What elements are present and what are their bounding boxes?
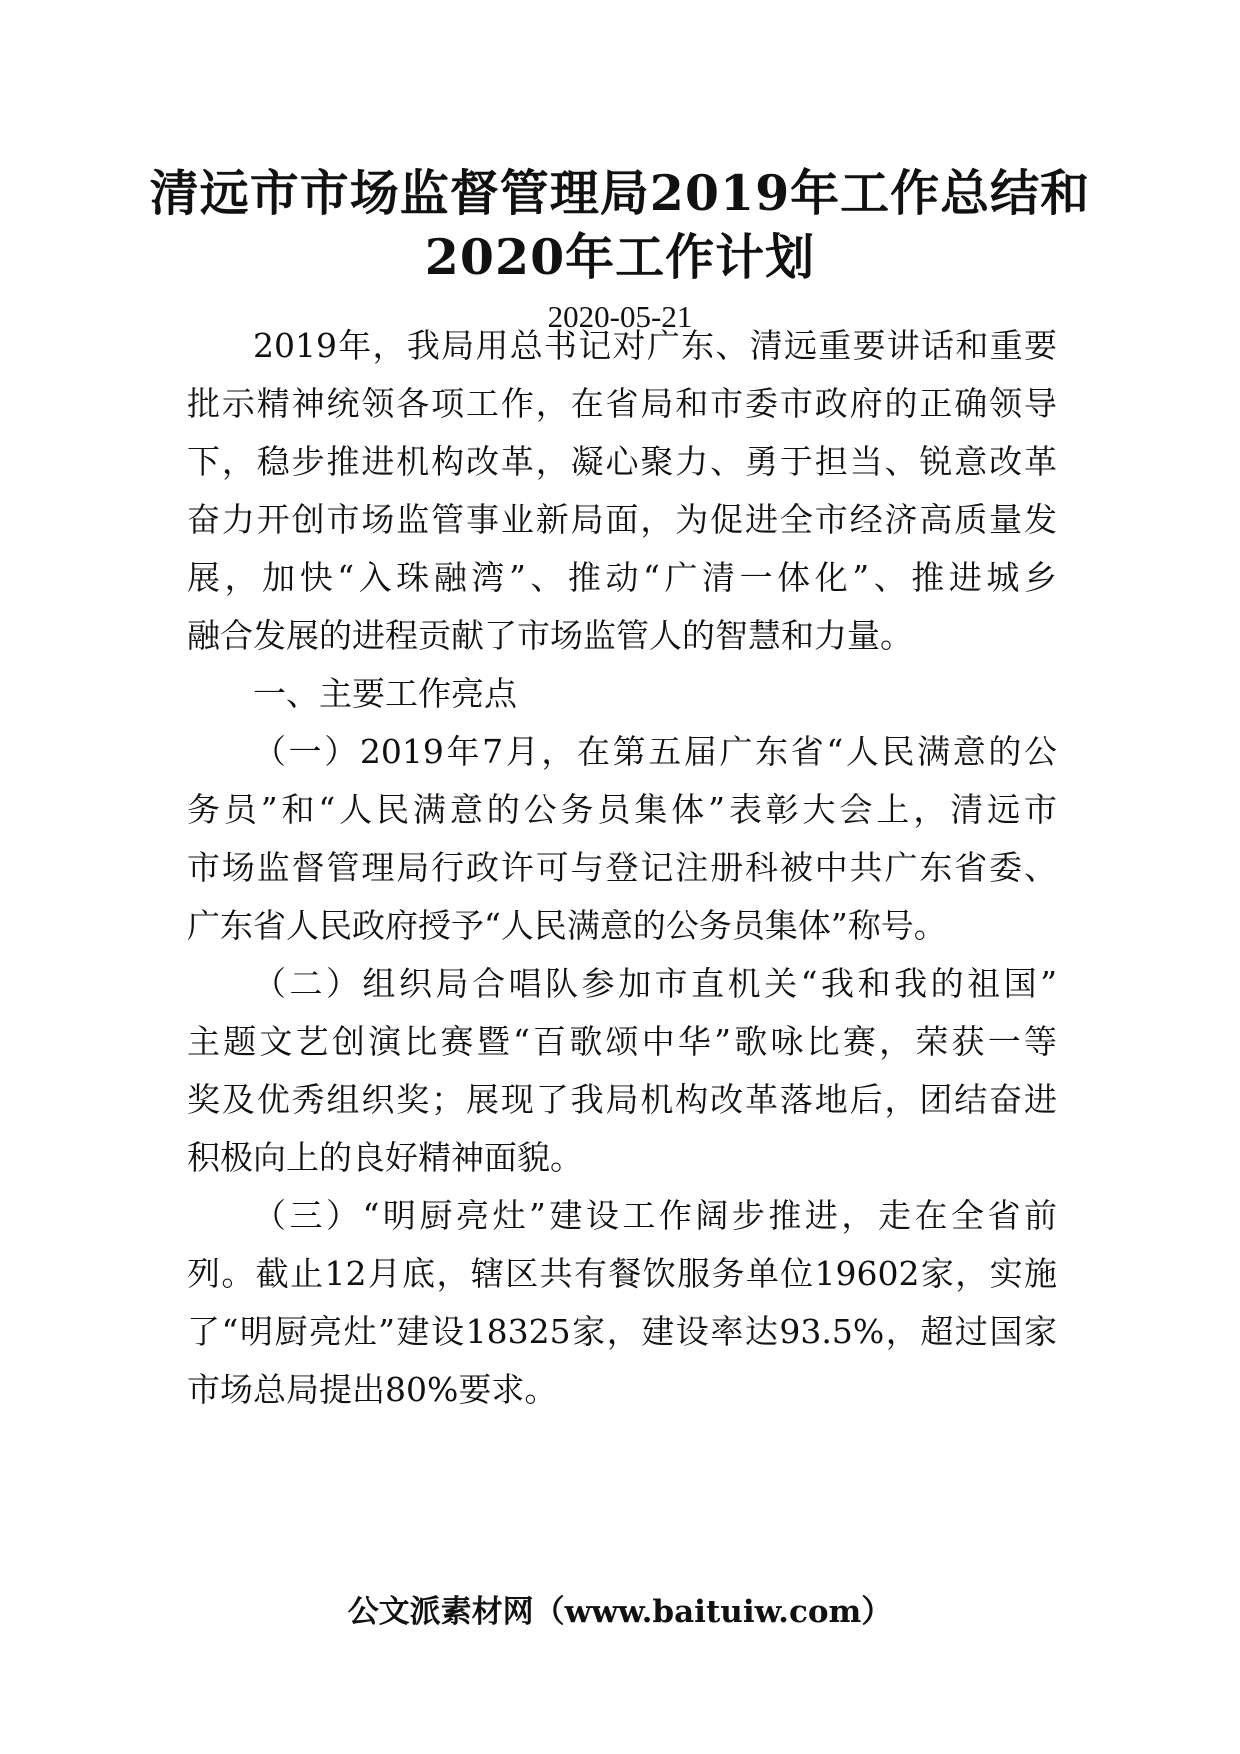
paragraph-line: 批示精神统领各项工作，在省局和市委市政府的正确领导 xyxy=(187,384,1057,423)
paragraph-line: 主题文艺创演比赛暨“百歌颂中华”歌咏比赛，荣获一等 xyxy=(187,1022,1057,1061)
paragraph-line: 广东省人民政府授予“人民满意的公务员集体”称号。 xyxy=(187,906,947,945)
paragraph-line: 奖及优秀组织奖；展现了我局机构改革落地后，团结奋进 xyxy=(187,1080,1057,1119)
document-footer: 公文派素材网（www.baituiw.com） xyxy=(347,1594,893,1630)
document-date: 2020-05-21 xyxy=(547,299,693,334)
paragraph-line: 展，加快“入珠融湾”、推动“广清一体化”、推进城乡 xyxy=(187,558,1057,597)
paragraph-line: 市场监督管理局行政许可与登记注册科被中共广东省委、 xyxy=(187,848,1057,887)
paragraph-line: （三）“明厨亮灶”建设工作阔步推进，走在全省前 xyxy=(253,1196,1057,1235)
paragraph-line: 下，稳步推进机构改革，凝心聚力、勇于担当、锐意改革 xyxy=(187,442,1057,481)
section-heading: 一、主要工作亮点 xyxy=(253,674,517,713)
paragraph-line: （一）2019年7月，在第五届广东省“人民满意的公 xyxy=(253,732,1057,771)
paragraph-line: 2019年，我局用总书记对广东、清远重要讲话和重要 xyxy=(253,326,1057,365)
paragraph-line: 积极向上的良好精神面貌。 xyxy=(187,1138,583,1177)
paragraph-line: 了“明厨亮灶”建设18325家，建设率达93.5%，超过国家 xyxy=(187,1312,1057,1351)
document-title-line-2: 2020年工作计划 xyxy=(424,228,816,286)
document-title-line-1: 清远市市场监督管理局2019年工作总结和 xyxy=(149,164,1091,222)
paragraph-line: 市场总局提出80%要求。 xyxy=(187,1370,558,1409)
paragraph-line: （二）组织局合唱队参加市直机关“我和我的祖国” xyxy=(253,964,1057,1003)
paragraph-line: 务员”和“人民满意的公务员集体”表彰大会上，清远市 xyxy=(187,790,1057,829)
paragraph-line: 列。截止12月底，辖区共有餐饮服务单位19602家，实施 xyxy=(187,1254,1057,1293)
paragraph-line: 奋力开创市场监管事业新局面，为促进全市经济高质量发 xyxy=(187,500,1057,539)
paragraph-line: 融合发展的进程贡献了市场监管人的智慧和力量。 xyxy=(187,616,913,655)
